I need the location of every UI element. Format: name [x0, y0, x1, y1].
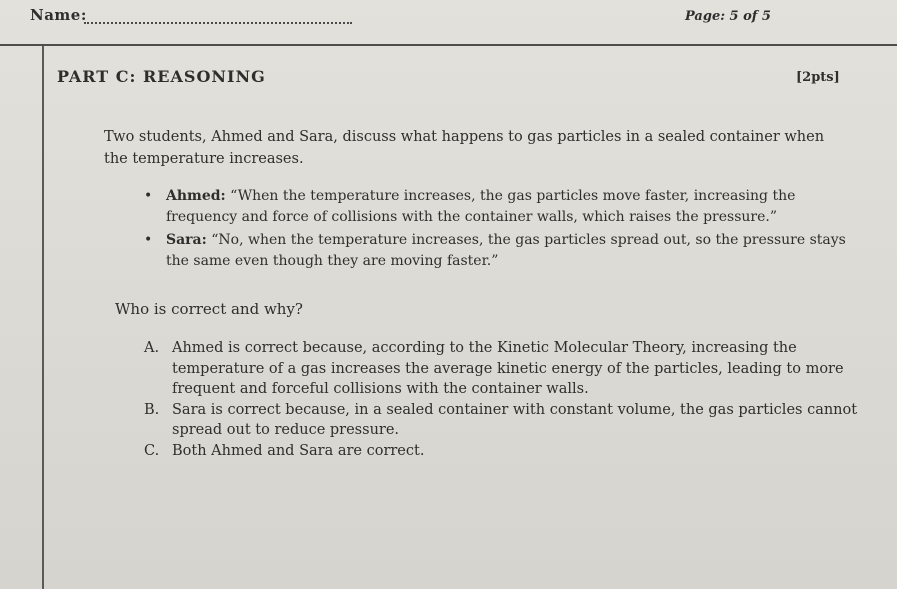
bullet-icon: • [144, 188, 153, 204]
question-intro: Two students, Ahmed and Sara, discuss what happens to gas particles in a sealed container when the temperature increases. [104, 129, 825, 167]
choice-letter: B. [144, 401, 160, 418]
opinion-text: “No, when the temperature increases, the gas particles spread out, so the pressure stays the same even though they are moving faster.” [166, 232, 846, 269]
left-margin-line [42, 46, 44, 589]
opinion-ahmed [140, 186, 860, 228]
choice-text: Both Ahmed and Sara are correct. [172, 442, 425, 459]
page-number: Page: 5 of 5 [685, 9, 771, 24]
choice-b[interactable] [144, 400, 864, 441]
name-blank-line [84, 22, 352, 24]
answer-choices [144, 338, 864, 461]
page-header [0, 0, 897, 46]
student-opinions [140, 186, 860, 274]
opinion-text: “When the temperature increases, the gas particles move faster, increasing the frequency and force of collisions with the container walls, which raises the pressure.” [166, 188, 796, 225]
header-divider [0, 44, 897, 46]
choice-c[interactable] [144, 441, 864, 462]
bullet-icon: • [144, 232, 153, 248]
choice-a[interactable] [144, 338, 864, 400]
choice-text: Sara is correct because, in a sealed container with constant volume, the gas particles cannot spread out to reduce pressure. [172, 401, 858, 438]
section-title: PART C: REASONING [57, 67, 266, 86]
name-label: Name: [30, 6, 87, 24]
choice-letter: A. [144, 340, 160, 356]
choice-letter: C. [144, 442, 160, 459]
question-prompt: Who is correct and why? [115, 300, 303, 318]
points-badge: [2pts] [796, 70, 840, 85]
speaker-name: Ahmed: [166, 188, 226, 204]
opinion-sara [140, 230, 860, 272]
choice-text: Ahmed is correct because, according to the Kinetic Molecular Theory, increasing the temperature of a gas increases the average kinetic energy of the particles, leading to more frequent and forceful collisions with the container walls. [172, 340, 844, 397]
speaker-name: Sara: [166, 232, 207, 248]
